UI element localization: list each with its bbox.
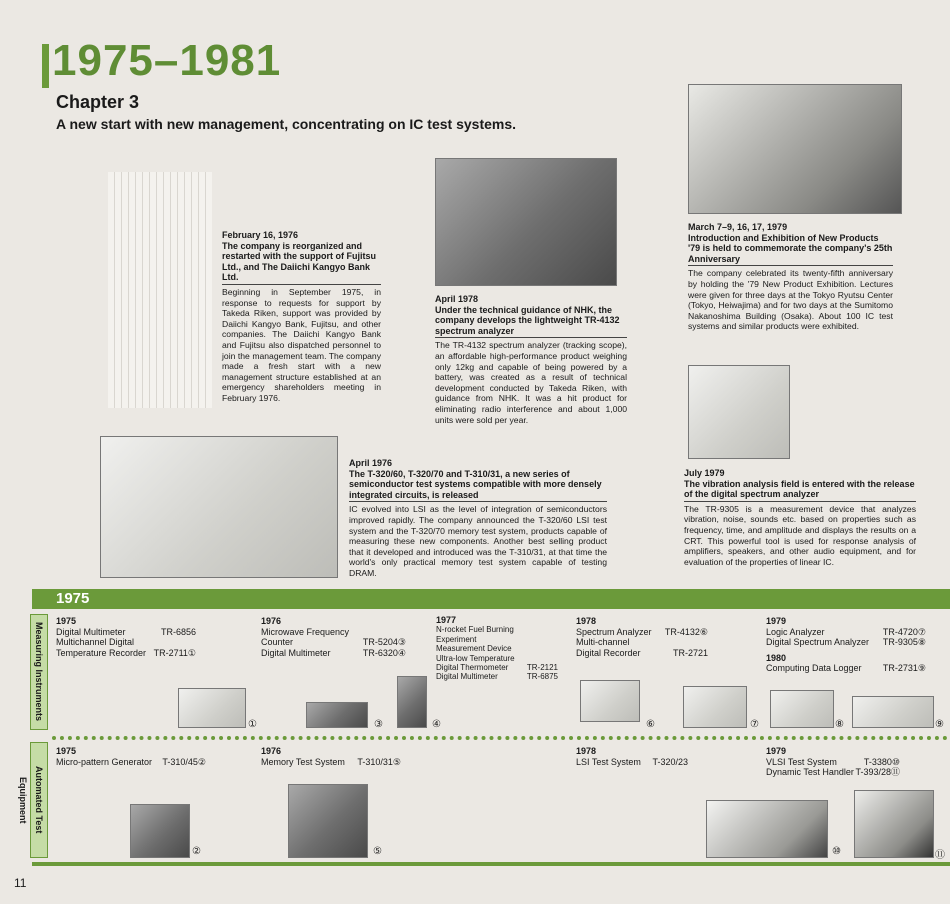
tr2731-image (852, 696, 934, 728)
title-accent-bar (42, 44, 49, 88)
model-number: TR-6875 (526, 672, 558, 682)
t393-28-image (854, 790, 934, 858)
measuring-1977 (436, 616, 558, 682)
page-number: 11 (14, 876, 27, 890)
story-body: The TR-4132 spectrum analyzer (tracking scope), an affordable high-performance product weighing only 12kg and capable of being powered by a battery, was created as a result of technical development conducted by Takeda Riken, with guidance from NHK. It was a hit product for eliminating radio interference and about 1,000 units were sold per year. (435, 340, 627, 425)
timeline-year-band (32, 589, 950, 609)
digital-spectrum-analyzer-photo (688, 365, 790, 459)
page-title: 1975–1981 (52, 36, 282, 85)
product-name: Digital Multimeter (436, 672, 498, 682)
ic-test-system-photo (100, 436, 338, 578)
model-number: TR-5204③ (362, 637, 406, 647)
story-date: April 1978 (435, 294, 479, 304)
year-label: 1975 (56, 616, 77, 626)
marker-3: ③ (374, 719, 383, 730)
model-number: TR-2731⑨ (882, 663, 926, 673)
tr9305-image (770, 690, 834, 728)
ate-1978 (576, 746, 688, 767)
year-label: 1976 (261, 746, 282, 756)
story-headline: The T-320/60, T-320/70 and T-310/31, a new series of semiconductor test systems compatible with more densely integrated circuits, is released (349, 469, 607, 503)
model-number: T-3380⑩ (863, 756, 900, 767)
year-label: 1979 (766, 616, 787, 626)
story-tr9305 (684, 468, 916, 567)
tr6320-image (397, 676, 427, 728)
model-number: TR-4132⑥ (664, 626, 708, 637)
model-number: TR-2721 (672, 647, 708, 658)
product-name: Multichannel Digital Temperature Recorder (56, 637, 147, 658)
chapter-subtitle: A new start with new management, concentrating on IC test systems. (56, 116, 517, 132)
story-tr4132 (435, 294, 627, 425)
measuring-1979 (766, 616, 926, 674)
model-number: TR-2121 (526, 663, 558, 673)
product-name: Logic Analyzer (766, 626, 825, 637)
t3380-image (706, 800, 828, 858)
story-date: February 16, 1976 (222, 230, 299, 240)
year-label: 1976 (261, 616, 282, 626)
marker-9: ⑨ (935, 719, 944, 730)
t310-45-image (130, 804, 190, 858)
exhibition-photo (688, 84, 902, 214)
product-name: Multi-channel Digital Recorder (576, 637, 641, 658)
ate-sidebar (18, 742, 48, 858)
product-name: Memory Test System (261, 756, 345, 767)
story-t320-series (349, 458, 607, 579)
chapter-label: Chapter 3 (56, 92, 140, 112)
year-label: 1978 (576, 746, 597, 756)
story-reorganization (222, 230, 381, 404)
year-label: 1978 (576, 616, 597, 626)
story-headline: The vibration analysis field is entered with the release of the digital spectrum analyzer (684, 479, 916, 502)
tr2711-image (178, 688, 246, 728)
tr4132-image (580, 680, 640, 722)
timeline-bottom-rule (32, 862, 950, 866)
ate-1975 (56, 746, 206, 767)
year-label: 1979 (766, 746, 787, 756)
spectrum-analyzer-field-photo (435, 158, 617, 286)
story-exhibition (688, 222, 893, 332)
model-number: TR-4720⑦ (882, 626, 926, 637)
product-name: N-rocket Fuel Burning Experiment Measurement Device Ultra-low Temperature Digital Thermometer (436, 625, 515, 673)
product-name: Computing Data Logger (766, 663, 862, 673)
product-name: Digital Spectrum Analyzer (766, 637, 870, 647)
story-date: July 1979 (684, 468, 725, 478)
model-number: T-310/31⑤ (357, 756, 401, 767)
year-label: 1980 (766, 652, 787, 663)
measuring-1978 (576, 616, 708, 658)
story-date: April 1976 (349, 458, 393, 468)
sidebar-label: Measuring Instruments (34, 622, 44, 722)
marker-2: ② (192, 846, 201, 857)
measuring-instruments-sidebar (30, 614, 48, 730)
product-name: Micro-pattern Generator (56, 756, 153, 767)
ate-1976 (261, 746, 401, 767)
model-number: TR-2711① (153, 647, 196, 658)
ate-1979 (766, 746, 900, 778)
model-number: TR-9305⑧ (882, 637, 926, 647)
t310-31-image (288, 784, 368, 858)
product-name: Microwave Frequency Counter (261, 626, 350, 647)
model-number: TR-6856 (160, 626, 196, 637)
section-divider (52, 736, 948, 740)
product-name: LSI Test System (576, 756, 641, 767)
measuring-1975 (56, 616, 196, 658)
product-name: Digital Multimeter (261, 647, 331, 658)
marker-6: ⑥ (646, 719, 655, 730)
story-body: The TR-9305 is a measurement device that analyzes vibration, noise, sounds etc. based on properties such as frequency, time, and amplitude and displays the results on a CRT. This powerful tool is used for response analysis of amplifiers, speakers, and other audio equipment, and for evaluation of the properties of linear IC. (684, 503, 916, 567)
product-name: VLSI Test System (766, 756, 837, 767)
story-body: Beginning in September 1975, in response to requests for support by Takeda Riken, support was provided by Daiichi Kangyo Bank, Fujitsu, and other companies. The Daiichi Kangyo Bank and Fujitsu also dispatched personnel to join the management team. The company made a fresh start with a new management structure established at an emergency shareholders meeting in February 1976. (222, 286, 381, 403)
model-number: T-320/23 (652, 756, 688, 767)
tr5204-image (306, 702, 368, 728)
product-name: Dynamic Test Handler (766, 767, 854, 777)
marker-1: ① (248, 719, 257, 730)
story-date: March 7–9, 16, 17, 1979 (688, 222, 788, 232)
model-number: T-393/28⑪ (855, 767, 900, 777)
story-headline: The company is reorganized and restarted with the support of Fujitsu Ltd., and The Daiichi Kangyo Bank Ltd. (222, 241, 381, 285)
marker-5: ⑤ (373, 846, 382, 857)
marker-7: ⑦ (750, 719, 759, 730)
measuring-1976 (261, 616, 406, 658)
story-headline: Under the technical guidance of NHK, the company develops the lightweight TR-4132 spectrum analyzer (435, 305, 627, 339)
model-number: TR-6320④ (362, 647, 406, 658)
model-number: T-310/45② (162, 756, 206, 767)
newspaper-clipping-image (108, 172, 212, 408)
marker-8: ⑧ (835, 719, 844, 730)
story-headline: Introduction and Exhibition of New Products '79 is held to commemorate the company's 25th Anniversary (688, 233, 893, 267)
sidebar-label: Automated Test Equipment (18, 766, 44, 834)
product-name: Spectrum Analyzer (576, 626, 652, 637)
marker-4: ④ (432, 719, 441, 730)
year-label: 1977 (436, 615, 457, 625)
marker-10: ⑩ (832, 846, 841, 857)
timeline-start-year: 1975 (56, 590, 90, 607)
marker-11: ⑪ (935, 850, 945, 861)
story-body: IC evolved into LSI as the level of integration of semiconductors improved rapidly. The company announced the T-320/60 LSI test system and the T-320/70 memory test system, products capable of measuring these new components. Another best selling product that it developed and introduced was the T-310/31, at that time the world's only practical memory test system capable of testing DRAM. (349, 504, 607, 578)
story-body: The company celebrated its twenty-fifth anniversary by holding the '79 New Product Exhibition. Lectures were given for three days at the Tokyo Ryutsu Center (Tokyo, Heiwajima) and for two days at the Sumitomo Nakanoshima Building (Osaka). About 100 IC test systems and similar products were exhibited. (688, 268, 893, 332)
product-name: Digital Multimeter (56, 626, 126, 637)
tr4720-image (683, 686, 747, 728)
year-label: 1975 (56, 746, 77, 756)
